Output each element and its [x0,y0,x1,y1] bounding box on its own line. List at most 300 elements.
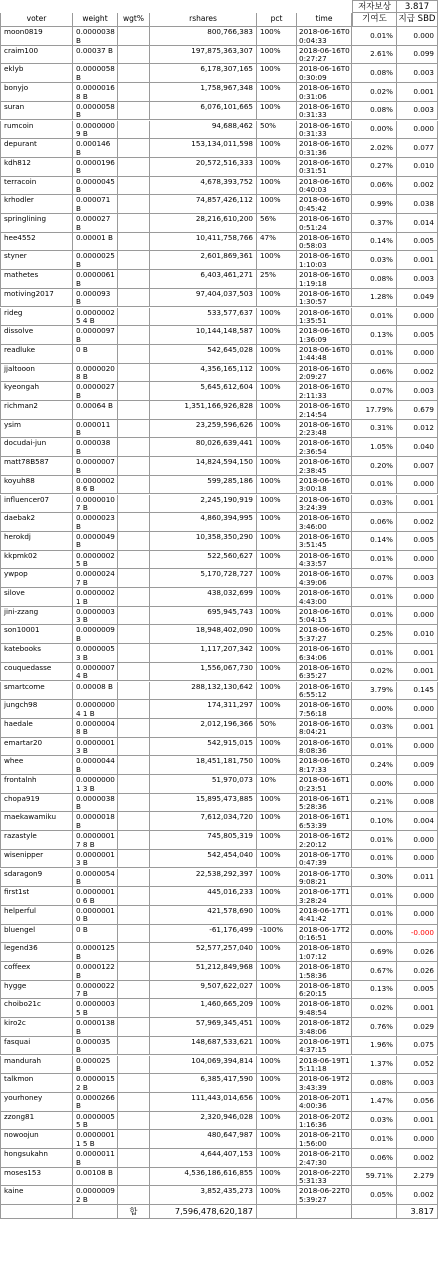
payout-sbd-cell: 0.001 [397,663,438,682]
voter-cell: choibo21c [0,999,73,1018]
weight-cell: 0.0000038 B [73,794,118,813]
payout-sbd-cell: 0.005 [397,233,438,252]
rshares-cell: 4,860,394,995 [150,513,257,532]
pct-cell: 56% [257,214,297,233]
weight-cell: 0.00000028 6 B [73,476,118,495]
time-cell: 2018-06-19T23:43:39 [297,1074,352,1093]
contribution-cell: 0.00% [352,700,397,719]
pct-cell: 100% [257,27,297,46]
voter-cell: mathetes [0,270,73,289]
table-row [0,121,438,140]
rshares-cell: 28,216,610,200 [150,214,257,233]
payout-sbd-cell: 0.001 [397,251,438,270]
wgt-pct-cell [118,1186,150,1205]
table-row [0,887,438,906]
voter-cell: nowoojun [0,1130,73,1149]
table-row [0,214,438,233]
table-row [0,139,438,158]
payout-sbd-cell: 0.009 [397,756,438,775]
rshares-cell: 94,688,462 [150,121,257,140]
contribution-cell: 2.02% [352,139,397,158]
wgt-pct-cell [118,513,150,532]
rshares-cell: 18,451,181,750 [150,756,257,775]
payout-sbd-cell: 0.002 [397,513,438,532]
time-cell: 2018-06-16T00:31:33 [297,102,352,121]
payout-sbd-cell: 0.000 [397,887,438,906]
contribution-cell: 0.02% [352,83,397,102]
payout-sbd-cell: 0.003 [397,102,438,121]
weight-cell: 0.00000010 B [73,906,118,925]
table-row [0,738,438,757]
pct-cell: 100% [257,981,297,1000]
weight-cell: 0.0000196 B [73,158,118,177]
payout-sbd-cell: 0.000 [397,607,438,626]
time-cell: 2018-06-16T22:20:12 [297,831,352,850]
contribution-cell: 0.08% [352,64,397,83]
rshares-cell: 4,644,407,153 [150,1149,257,1168]
weight-cell: 0.00000208 B [73,364,118,383]
payout-sbd-cell: 0.011 [397,869,438,888]
wgt-pct-cell [118,195,150,214]
wgt-pct-cell [118,270,150,289]
contribution-cell: 0.03% [352,251,397,270]
rshares-cell: 10,358,350,290 [150,532,257,551]
contribution-cell: 0.00% [352,121,397,140]
wgt-pct-cell [118,401,150,420]
pct-cell: 100% [257,102,297,121]
pct-cell: 47% [257,233,297,252]
payout-sbd-cell: 0.000 [397,551,438,570]
wgt-pct-cell [118,569,150,588]
time-cell: 2018-06-16T02:09:27 [297,364,352,383]
table-row [0,1112,438,1131]
rshares-cell: 745,805,319 [150,831,257,850]
table-row [0,850,438,869]
rshares-cell: 4,356,165,112 [150,364,257,383]
contribution-cell: 0.07% [352,569,397,588]
contribution-header: 기여도 [352,13,397,27]
payout-sbd-cell: 0.000 [397,906,438,925]
contribution-cell: 0.02% [352,663,397,682]
voter-cell: kiro2c [0,1018,73,1037]
rshares-cell: 695,945,743 [150,607,257,626]
wgt-pct-cell [118,1074,150,1093]
time-cell: 2018-06-17T09:08:21 [297,869,352,888]
weight-cell: 0.00000168 B [73,83,118,102]
weight-cell: 0.0000025 B [73,251,118,270]
payout-sbd-cell: 0.000 [397,308,438,327]
table-row [0,513,438,532]
voter-cell: kyeongah [0,382,73,401]
wgt-pct-cell [118,1093,150,1112]
author-reward-label: 저자보상 [352,0,397,13]
contribution-cell: 0.67% [352,962,397,981]
weight-cell: 0.00000074 B [73,663,118,682]
contribution-cell: 0.21% [352,794,397,813]
contribution-cell: 0.37% [352,214,397,233]
rshares-cell: 23,259,596,626 [150,420,257,439]
time-cell: 2018-06-16T07:56:18 [297,700,352,719]
pct-cell: 100% [257,569,297,588]
table-row [0,625,438,644]
table-row [0,831,438,850]
weight-cell: 0.00000055 B [73,1112,118,1131]
header-rshares: rshares [150,13,257,27]
voter-cell: maekawamiku [0,812,73,831]
table-row [0,532,438,551]
pct-cell: 100% [257,364,297,383]
weight-cell: 0.00000227 B [73,981,118,1000]
contribution-cell: 0.06% [352,1149,397,1168]
time-cell: 2018-06-16T05:04:15 [297,607,352,626]
weight-cell: 0.00008 B [73,682,118,701]
payout-sbd-cell: 0.000 [397,831,438,850]
rshares-cell: 480,647,987 [150,1130,257,1149]
pct-cell: 100% [257,887,297,906]
contribution-cell: 0.10% [352,812,397,831]
payout-sbd-cell: 0.003 [397,64,438,83]
contribution-cell: 0.03% [352,719,397,738]
contribution-cell: 1.96% [352,1037,397,1056]
table-row [0,700,438,719]
time-cell: 2018-06-17T14:41:42 [297,906,352,925]
table-row [0,308,438,327]
table-row [0,102,438,121]
payout-sbd-cell: 0.000 [397,775,438,794]
pct-cell: 100% [257,625,297,644]
table-row [0,663,438,682]
contribution-cell: 0.02% [352,999,397,1018]
rshares-cell: 542,915,015 [150,738,257,757]
wgt-pct-cell [118,289,150,308]
weight-cell: 0.0000061 B [73,270,118,289]
wgt-pct-cell [118,345,150,364]
contribution-cell: 0.01% [352,551,397,570]
time-cell: 2018-06-16T00:51:24 [297,214,352,233]
weight-cell: 0.000025 B [73,1056,118,1075]
contribution-cell: 3.79% [352,682,397,701]
pct-cell: 100% [257,177,297,196]
table-row [0,999,438,1018]
voter-cell: influencer07 [0,495,73,514]
payout-sbd-cell: 0.010 [397,625,438,644]
time-cell: 2018-06-19T15:11:18 [297,1056,352,1075]
table-row [0,326,438,345]
payout-sbd-cell: 0.010 [397,158,438,177]
weight-cell: 0.0000058 B [73,64,118,83]
weight-cell: 0.0000058 B [73,102,118,121]
contribution-cell: 0.01% [352,887,397,906]
pct-cell: 100% [257,738,297,757]
time-cell: 2018-06-16T01:19:18 [297,270,352,289]
payout-sbd-cell: 0.000 [397,476,438,495]
table-row [0,906,438,925]
wgt-pct-cell [118,139,150,158]
weight-cell: 0 B [73,925,118,944]
wgt-pct-cell [118,420,150,439]
wgt-pct-cell [118,1056,150,1075]
contribution-cell: 0.24% [352,756,397,775]
pct-cell: 100% [257,1112,297,1131]
pct-cell: 50% [257,121,297,140]
pct-cell: 100% [257,64,297,83]
wgt-pct-cell [118,1037,150,1056]
voter-cell: son10001 [0,625,73,644]
time-cell: 2018-06-16T08:17:33 [297,756,352,775]
voter-cell: bonyjo [0,83,73,102]
rshares-cell: 522,560,627 [150,551,257,570]
voter-cell: bluengel [0,925,73,944]
wgt-pct-cell [118,251,150,270]
payout-sbd-cell: 0.052 [397,1056,438,1075]
table-row [0,251,438,270]
wgt-pct-cell [118,1018,150,1037]
voter-cell: emartar20 [0,738,73,757]
voter-cell: mandurah [0,1056,73,1075]
wgt-pct-cell [118,906,150,925]
payout-sbd-cell: 0.000 [397,588,438,607]
wgt-pct-cell [118,663,150,682]
time-cell: 2018-06-20T14:00:36 [297,1093,352,1112]
payout-sbd-cell: 0.005 [397,981,438,1000]
weight-cell: 0.0000045 B [73,177,118,196]
payout-sbd-cell: 0.005 [397,326,438,345]
payout-sbd-cell: 0.000 [397,121,438,140]
table-row [0,1168,438,1187]
table-row [0,962,438,981]
rshares-cell: 542,454,040 [150,850,257,869]
voter-cell: ysim [0,420,73,439]
payout-sbd-cell: 0.002 [397,1149,438,1168]
weight-cell: 0.000071 B [73,195,118,214]
table-row [0,177,438,196]
wgt-pct-cell [118,476,150,495]
time-cell: 2018-06-21T02:47:30 [297,1149,352,1168]
wgt-pct-cell [118,214,150,233]
payout-sbd-cell: 0.056 [397,1093,438,1112]
rshares-cell: 3,852,435,273 [150,1186,257,1205]
rshares-cell: 5,645,612,604 [150,382,257,401]
weight-cell: 0.00000033 B [73,607,118,626]
pct-cell: 100% [257,588,297,607]
pct-cell: 100% [257,308,297,327]
rshares-cell: 9,507,622,027 [150,981,257,1000]
contribution-cell: 0.30% [352,869,397,888]
rshares-cell: 111,443,014,656 [150,1093,257,1112]
pct-cell: 100% [257,700,297,719]
pct-cell: 50% [257,719,297,738]
weight-cell: 0.000146 B [73,139,118,158]
time-cell: 2018-06-18T23:48:06 [297,1018,352,1037]
wgt-pct-cell [118,682,150,701]
contribution-cell: 0.00% [352,775,397,794]
wgt-pct-cell [118,438,150,457]
wgt-pct-cell [118,775,150,794]
wgt-pct-cell [118,457,150,476]
weight-cell: 0.0000125 B [73,943,118,962]
pct-cell: 100% [257,382,297,401]
voter-cell: silove [0,588,73,607]
pct-cell: 100% [257,869,297,888]
time-cell: 2018-06-16T08:08:36 [297,738,352,757]
table-row [0,1130,438,1149]
table-row [0,476,438,495]
voter-cell: readluke [0,345,73,364]
contribution-cell: 2.61% [352,46,397,65]
rshares-cell: 148,687,533,621 [150,1037,257,1056]
total-rshares: 7,596,478,620,187 [150,1205,257,1219]
contribution-cell: 0.01% [352,906,397,925]
weight-cell: 0.000027 B [73,214,118,233]
voter-cell: fasquai [0,1037,73,1056]
voter-cell: springlining [0,214,73,233]
total-label: 합 [118,1205,150,1219]
pct-cell: 100% [257,1018,297,1037]
pct-cell: 100% [257,644,297,663]
payout-sbd-cell: 0.003 [397,569,438,588]
pct-cell: 100% [257,850,297,869]
contribution-cell: 0.01% [352,476,397,495]
rshares-cell: 20,572,516,333 [150,158,257,177]
table-row [0,438,438,457]
time-cell: 2018-06-18T01:58:36 [297,962,352,981]
time-cell: 2018-06-16T00:31:51 [297,158,352,177]
wgt-pct-cell [118,46,150,65]
time-cell: 2018-06-16T03:46:00 [297,513,352,532]
rshares-cell: 80,026,639,441 [150,438,257,457]
pct-cell: 100% [257,513,297,532]
time-cell: 2018-06-16T00:27:27 [297,46,352,65]
rshares-cell: 4,536,186,616,855 [150,1168,257,1187]
wgt-pct-cell [118,1168,150,1187]
time-cell: 2018-06-16T00:30:09 [297,64,352,83]
payout-sbd-cell: 0.001 [397,644,438,663]
voter-cell: rideg [0,308,73,327]
payout-sbd-cell: 0.001 [397,83,438,102]
pct-cell: 100% [257,831,297,850]
weight-cell: 0.00000025 4 B [73,308,118,327]
pct-cell: 100% [257,476,297,495]
payout-sbd-cell: -0.000 [397,925,438,944]
wgt-pct-cell [118,27,150,46]
time-cell: 2018-06-16T01:10:03 [297,251,352,270]
rshares-cell: 1,351,166,926,828 [150,401,257,420]
time-cell: 2018-06-16T06:55:12 [297,682,352,701]
contribution-cell: 1.47% [352,1093,397,1112]
weight-cell: 0.00000011 5 B [73,1130,118,1149]
rshares-cell: 197,875,363,307 [150,46,257,65]
wgt-pct-cell [118,869,150,888]
table-row [0,64,438,83]
pct-cell: 100% [257,794,297,813]
weight-cell: 0.00000247 B [73,569,118,588]
payout-sbd-cell: 0.002 [397,177,438,196]
table-row [0,569,438,588]
time-cell: 2018-06-16T00:31:06 [297,83,352,102]
header-pct: pct [257,13,297,27]
voter-cell: haedale [0,719,73,738]
wgt-pct-cell [118,925,150,944]
voter-cell: ywpop [0,569,73,588]
payout-sbd-cell: 0.008 [397,794,438,813]
pct-cell: 100% [257,46,297,65]
time-cell: 2018-06-16T05:37:27 [297,625,352,644]
voter-cell: legend36 [0,943,73,962]
table-row [0,46,438,65]
pct-cell: 100% [257,401,297,420]
contribution-cell: 0.06% [352,364,397,383]
time-cell: 2018-06-18T09:48:54 [297,999,352,1018]
totals-row [0,1205,438,1219]
payout-sbd-cell: 0.077 [397,139,438,158]
weight-cell: 0.00000009 B [73,121,118,140]
table-row [0,794,438,813]
payout-sbd-cell: 2.279 [397,1168,438,1187]
wgt-pct-cell [118,551,150,570]
voter-cell: katebooks [0,644,73,663]
time-cell: 2018-06-16T03:24:39 [297,495,352,514]
wgt-pct-cell [118,1112,150,1131]
contribution-cell: 0.13% [352,981,397,1000]
voter-cell: kaine [0,1186,73,1205]
rshares-cell: 52,577,257,040 [150,943,257,962]
voter-cell: hee4552 [0,233,73,252]
contribution-cell: 0.20% [352,457,397,476]
pct-cell: 100% [257,158,297,177]
contribution-cell: 0.08% [352,1074,397,1093]
payout-sbd-cell: 0.000 [397,345,438,364]
pct-cell: 100% [257,345,297,364]
payout-sbd-cell: 0.001 [397,1112,438,1131]
time-cell: 2018-06-16T02:23:48 [297,420,352,439]
rshares-cell: 288,132,130,642 [150,682,257,701]
voter-cell: first1st [0,887,73,906]
rshares-cell: 4,678,393,752 [150,177,257,196]
weight-cell: 0.0000097 B [73,326,118,345]
time-cell: 2018-06-16T10:23:51 [297,775,352,794]
time-cell: 2018-06-16T02:14:54 [297,401,352,420]
rshares-cell: 10,411,758,766 [150,233,257,252]
wgt-pct-cell [118,794,150,813]
voter-cell: kdh812 [0,158,73,177]
weight-cell: 0.00000035 B [73,999,118,1018]
payout-sbd-cell: 0.005 [397,532,438,551]
rshares-cell: 1,117,207,342 [150,644,257,663]
rshares-cell: 2,012,196,366 [150,719,257,738]
table-row [0,83,438,102]
wgt-pct-cell [118,981,150,1000]
weight-cell: 0.000038 B [73,438,118,457]
pct-cell: 100% [257,326,297,345]
rshares-cell: 1,556,067,730 [150,663,257,682]
weight-cell: 0.0000049 B [73,532,118,551]
payout-sbd-cell: 0.002 [397,1186,438,1205]
voter-cell: zzong81 [0,1112,73,1131]
rshares-cell: 800,766,383 [150,27,257,46]
pct-cell: 100% [257,663,297,682]
table-row [0,195,438,214]
table-row [0,345,438,364]
weight-cell: 0.00000053 B [73,644,118,663]
table-row [0,588,438,607]
rshares-cell: 2,245,190,919 [150,495,257,514]
wgt-pct-cell [118,233,150,252]
wgt-pct-cell [118,588,150,607]
contribution-cell: 0.01% [352,345,397,364]
table-row [0,289,438,308]
time-cell: 2018-06-16T03:51:45 [297,532,352,551]
payout-sbd-cell: 0.001 [397,495,438,514]
